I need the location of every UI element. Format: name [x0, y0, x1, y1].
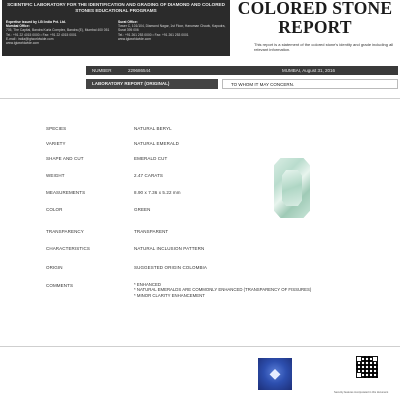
mumbai-email: E-mail : india@igiworldwide.com	[6, 36, 54, 41]
field-label-origin: ORIGIN	[46, 265, 63, 270]
qr-finder-bottom-left	[356, 372, 362, 378]
report-date: MUMBAI, August 31, 2016	[282, 68, 336, 73]
section-divider	[0, 98, 400, 99]
laboratory-info-panel	[2, 0, 230, 56]
comment-line: * ENHANCED	[134, 282, 161, 287]
footer-divider	[0, 346, 400, 347]
report-title-block	[232, 0, 398, 58]
mumbai-address: 705, The Capital, Bandra Kurla Complex, Bandra (E), Mumbai 400 051	[6, 28, 110, 33]
qr-finder-top-left	[356, 356, 362, 362]
to-whom-it-may-concern: TO WHOM IT MAY CONCERN.	[222, 79, 398, 89]
field-label-shape: SHAPE AND CUT	[46, 156, 84, 161]
field-label-measurements: MEASUREMENTS	[46, 190, 86, 195]
field-label-color: COLOR	[46, 207, 63, 212]
field-value-measurements: 8.90 x 7.36 x 5.22 mm	[134, 190, 181, 195]
mumbai-phone: Tel.: +91 22 4015 0000 • Fax: +91 22 4015 0001	[6, 32, 77, 37]
qr-code-icon[interactable]	[356, 356, 378, 378]
field-label-species: SPECIES	[46, 126, 67, 131]
mumbai-website: www.igiworldwide.com	[6, 41, 39, 46]
surat-phone: Tel.: +91 261 253 0000 • Fax: +91 261 253 0001	[118, 32, 189, 37]
report-description: This report is a statement of the colored stone's identity and grade including all relevant information.	[254, 42, 394, 53]
mumbai-office-label: Mumbai Office:	[6, 24, 30, 29]
report-number-value: 229686544	[128, 68, 151, 73]
field-label-comments: COMMENTS	[46, 283, 74, 288]
field-value-color: GREEN	[134, 207, 151, 212]
field-value-characteristics: NATURAL INCLUSION PATTERN	[134, 246, 205, 251]
security-features-note: Security features incorporated in this document	[334, 391, 389, 394]
surat-office-label: Surat Office:	[118, 20, 138, 24]
field-label-weight: WEIGHT	[46, 173, 65, 178]
field-value-origin: SUGGESTED ORIGIN COLOMBIA	[134, 265, 208, 270]
mumbai-office-info	[6, 20, 114, 45]
gemstone-photo	[260, 158, 324, 224]
field-label-characteristics: CHARACTERISTICS	[46, 246, 91, 251]
diamond-logo-icon: ◆	[269, 365, 281, 381]
hologram-seal	[258, 358, 292, 390]
field-value-transparency: TRANSPARENT	[134, 229, 169, 234]
lab-report-label: LABORATORY REPORT (ORIGINAL)	[86, 79, 218, 89]
comments-list	[134, 282, 334, 298]
field-label-transparency: TRANSPARENCY	[46, 229, 84, 234]
surat-address: Tower C, 101/104, Diamond Nagar, 1st Floor, Hanuman Chowk, Kapodra, Surat 395 006	[118, 24, 226, 33]
emerald-table-facet	[282, 170, 302, 206]
report-header	[0, 0, 400, 58]
report-type-bar	[86, 79, 398, 89]
expertise-line: Expertise issued by I-Gi India Pvt. Ltd.	[6, 20, 66, 24]
surat-website: www.igiworldwide.com	[118, 36, 151, 41]
laboratory-title: SCIENTIFIC LABORATORY FOR THE IDENTIFICATION AND GRADING OF DIAMOND AND COLORED STONES EDUCATIONAL PROGRAMS	[7, 2, 225, 13]
field-value-shape: EMERALD CUT	[134, 156, 168, 161]
surat-office-info	[118, 20, 226, 41]
field-label-variety: VARIETY	[46, 141, 66, 146]
comment-line: * MINOR CLARITY ENHANCEMENT	[134, 292, 205, 298]
qr-finder-top-right	[372, 356, 378, 362]
report-number-bar	[86, 66, 398, 75]
field-value-variety: NATURAL EMERALD	[134, 141, 180, 146]
field-value-species: NATURAL BERYL	[134, 126, 172, 131]
report-title-line1: COLORED STONE	[237, 0, 393, 18]
report-title-line2: REPORT	[278, 17, 352, 37]
comment-line: * NATURAL EMERALDS ARE COMMONLY ENHANCED (TRANSPARENCY OF FISSURES)	[134, 287, 312, 293]
field-value-weight: 2.47 CARATS	[134, 173, 164, 178]
report-number-label: NUMBER	[92, 68, 112, 73]
report-title	[232, 0, 398, 37]
